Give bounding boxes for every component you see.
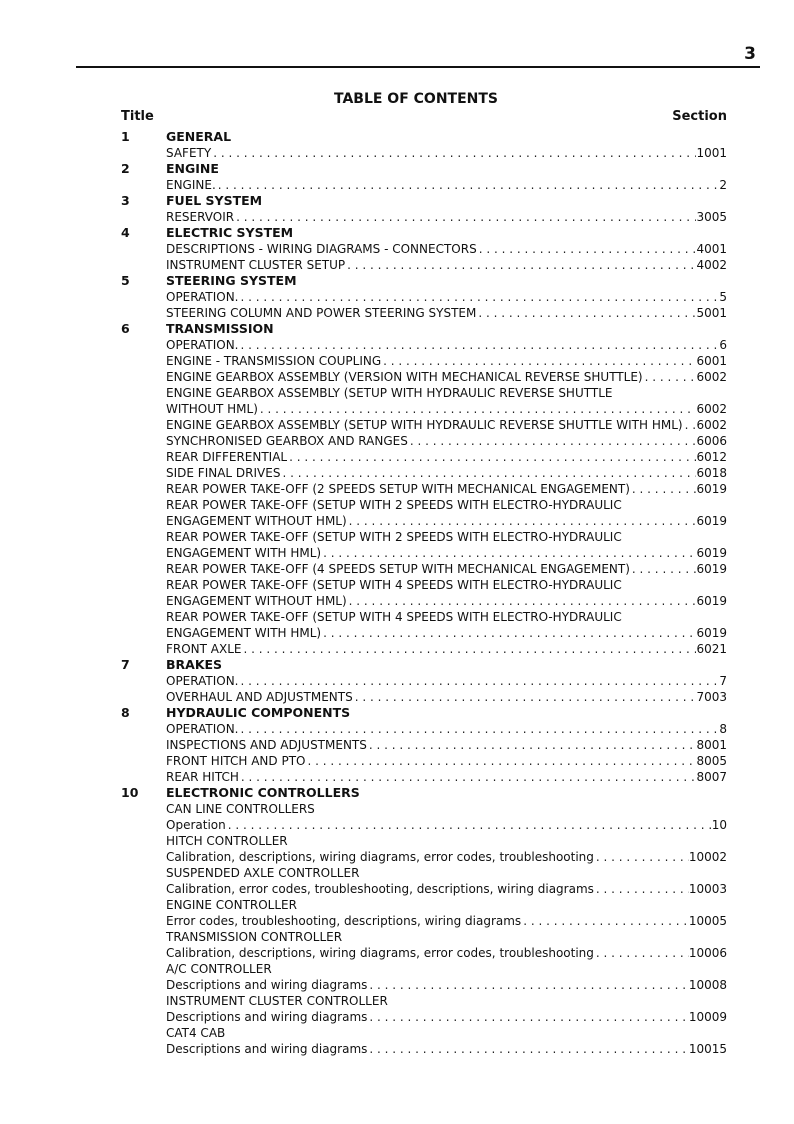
toc-entry[interactable] (121, 369, 727, 385)
toc-subheading: REAR POWER TAKE-OFF (SETUP WITH 2 SPEEDS WITH ELECTRO-HYDRAULIC (166, 530, 622, 544)
toc-entry[interactable] (121, 721, 727, 737)
toc-subheading: TRANSMISSION CONTROLLER (166, 930, 343, 944)
toc-entry-section-number: 10009 (688, 1010, 727, 1024)
toc-entry-title: DESCRIPTIONS - WIRING DIAGRAMS - CONNECTORS (166, 242, 477, 256)
toc-entry-section-number: 10006 (688, 946, 727, 960)
dot-leader (381, 353, 696, 369)
toc-entry-title: ENGINE GEARBOX ASSEMBLY (SETUP WITH HYDRAULIC REVERSE SHUTTLE WITH HML) (166, 418, 683, 432)
toc-entry-section-number: 6002 (696, 418, 727, 432)
toc-entry-section-number: 6006 (696, 434, 727, 448)
toc-subheading: REAR POWER TAKE-OFF (SETUP WITH 4 SPEEDS WITH ELECTRO-HYDRAULIC (166, 610, 622, 624)
toc-entry[interactable] (121, 481, 727, 497)
dot-leader (239, 673, 720, 689)
toc-entry[interactable] (121, 769, 727, 785)
page-number: 3 (744, 44, 756, 64)
toc-entry[interactable] (121, 337, 727, 353)
toc-entry-section-number: 10015 (688, 1042, 727, 1056)
section-heading (121, 225, 727, 241)
toc-entry[interactable] (121, 641, 727, 657)
toc-entry-section-number: 6 (719, 338, 727, 352)
section-number: 8 (121, 705, 130, 720)
toc-entry-title: OPERATION. (166, 338, 239, 352)
toc-entry-section-number: 8 (719, 722, 727, 736)
toc-subheading: A/C CONTROLLER (166, 962, 272, 976)
toc-entry-title: ENGAGEMENT WITH HML) (166, 626, 322, 640)
toc-entry-title: FRONT AXLE (166, 642, 242, 656)
toc-entry[interactable] (121, 305, 727, 321)
toc-entry[interactable] (121, 241, 727, 257)
toc-entry-section-number: 7003 (696, 690, 727, 704)
toc-entry[interactable] (121, 209, 727, 225)
toc-entry[interactable] (121, 625, 727, 641)
dot-leader (367, 977, 688, 993)
toc-entry[interactable] (121, 145, 727, 161)
section-heading (121, 129, 727, 145)
toc-section (121, 705, 727, 785)
toc-entry-section-number: 6018 (696, 466, 727, 480)
dot-leader (280, 465, 696, 481)
toc-entry-section-number: 6019 (696, 562, 727, 576)
toc-subheading: SUSPENDED AXLE CONTROLLER (166, 866, 360, 880)
toc-entry-title: SAFETY (166, 146, 212, 160)
toc-entry-section-number: 6019 (696, 482, 727, 496)
toc-entry[interactable] (121, 913, 727, 929)
dot-leader (643, 369, 697, 385)
toc-entry-title: ENGAGEMENT WITH HML) (166, 546, 322, 560)
dot-leader (216, 177, 720, 193)
toc-entry-title: REAR DIFFERENTIAL (166, 450, 288, 464)
toc-entry-section-number: 4002 (696, 258, 727, 272)
toc-entry-title: ENGAGEMENT WITHOUT HML) (166, 594, 347, 608)
dot-leader (477, 241, 697, 257)
toc-entry[interactable] (121, 353, 727, 369)
dot-leader (683, 417, 697, 433)
dot-leader (347, 513, 697, 529)
toc-section (121, 321, 727, 657)
toc-entry-section-number: 7 (719, 674, 727, 688)
toc-entry-title: SYNCHRONISED GEARBOX AND RANGES (166, 434, 408, 448)
toc-entry-section-number: 6012 (696, 450, 727, 464)
toc-entry[interactable] (121, 673, 727, 689)
toc-entry-title: Operation (166, 818, 226, 832)
toc-entry[interactable] (121, 977, 727, 993)
dot-leader (321, 625, 696, 641)
section-number: 10 (121, 785, 139, 800)
toc-entry-section-number: 2 (719, 178, 727, 192)
toc-entry-title: Calibration, error codes, troubleshooting, descriptions, wiring diagrams (166, 882, 594, 896)
toc-entry[interactable] (121, 881, 727, 897)
toc-entry-title: FRONT HITCH AND PTO (166, 754, 306, 768)
toc-entry-section-number: 6002 (696, 402, 727, 416)
toc-entry-section-number: 10008 (688, 978, 727, 992)
toc-entry-section-number: 10005 (688, 914, 727, 928)
toc-subheading: ENGINE GEARBOX ASSEMBLY (SETUP WITH HYDRAULIC REVERSE SHUTTLE (166, 386, 613, 400)
dot-leader (367, 737, 697, 753)
toc-entry-section-number: 8007 (696, 770, 727, 784)
toc-entry-section-number: 10003 (688, 882, 727, 896)
section-heading (121, 161, 727, 177)
toc-entry[interactable] (121, 513, 727, 529)
dot-leader (347, 593, 697, 609)
section-number: 5 (121, 273, 130, 288)
dot-leader (287, 449, 696, 465)
section-heading (121, 705, 727, 721)
toc-entry[interactable] (121, 449, 727, 465)
toc-entry-title: Descriptions and wiring diagrams (166, 1010, 368, 1024)
toc-entry-section-number: 6019 (696, 626, 727, 640)
toc-subheading: CAN LINE CONTROLLERS (166, 802, 315, 816)
dot-leader (630, 481, 697, 497)
dot-leader (594, 881, 689, 897)
toc-entry-section-number: 6019 (696, 546, 727, 560)
section-number: 1 (121, 129, 130, 144)
toc-entry-title: OPERATION. (166, 674, 239, 688)
toc-entry-title: Calibration, descriptions, wiring diagrams, error codes, troubleshooting (166, 946, 594, 960)
toc-entry-title: OPERATION. (166, 722, 239, 736)
toc-entry-section-number: 5 (719, 290, 727, 304)
toc-entry-title: REAR POWER TAKE-OFF (2 SPEEDS SETUP WITH MECHANICAL ENGAGEMENT) (166, 482, 630, 496)
dot-leader (321, 545, 696, 561)
dot-leader (239, 337, 720, 353)
section-number: 6 (121, 321, 130, 336)
toc-entry-title: WITHOUT HML) (166, 402, 258, 416)
dot-leader (239, 769, 697, 785)
toc-section (121, 273, 727, 321)
toc-entry[interactable] (121, 737, 727, 753)
toc-section (121, 193, 727, 225)
toc-section (121, 785, 727, 1057)
dot-leader (226, 817, 712, 833)
toc-entry-title: SIDE FINAL DRIVES (166, 466, 281, 480)
toc-entry-title: ENGINE. (166, 178, 216, 192)
toc-entry-section-number: 5001 (696, 306, 727, 320)
section-heading (121, 657, 727, 673)
toc-entry-title: ENGINE GEARBOX ASSEMBLY (VERSION WITH MECHANICAL REVERSE SHUTTLE) (166, 370, 643, 384)
section-name: GENERAL (166, 129, 232, 144)
toc-entry[interactable] (121, 689, 727, 705)
toc-section (121, 161, 727, 193)
section-heading (121, 321, 727, 337)
toc-entry-title: REAR POWER TAKE-OFF (4 SPEEDS SETUP WITH MECHANICAL ENGAGEMENT) (166, 562, 630, 576)
toc-entry[interactable] (121, 817, 727, 833)
toc-entry-title: Calibration, descriptions, wiring diagrams, error codes, troubleshooting (166, 850, 594, 864)
toc-entry-section-number: 10 (711, 818, 727, 832)
toc-subheading: REAR POWER TAKE-OFF (SETUP WITH 4 SPEEDS WITH ELECTRO-HYDRAULIC (166, 578, 622, 592)
toc-title: TABLE OF CONTENTS (333, 91, 499, 107)
toc-entry-title: REAR HITCH (166, 770, 239, 784)
toc-subheading: REAR POWER TAKE-OFF (SETUP WITH 2 SPEEDS WITH ELECTRO-HYDRAULIC (166, 498, 622, 512)
toc-subheading: CAT4 CAB (166, 1026, 226, 1040)
toc-entry-title: INSPECTIONS AND ADJUSTMENTS (166, 738, 367, 752)
dot-leader (305, 753, 696, 769)
dot-leader (239, 721, 720, 737)
toc-entry-title: ENGINE - TRANSMISSION COUPLING (166, 354, 382, 368)
toc-entry[interactable] (121, 417, 727, 433)
dot-leader (408, 433, 697, 449)
toc-entry[interactable] (121, 433, 727, 449)
dot-leader (239, 289, 720, 305)
section-name: STEERING SYSTEM (166, 273, 297, 288)
section-name: HYDRAULIC COMPONENTS (166, 705, 351, 720)
toc-entry-section-number: 6019 (696, 594, 727, 608)
dot-leader (594, 849, 689, 865)
toc-list (121, 129, 727, 1057)
toc-entry[interactable] (121, 849, 727, 865)
toc-entry[interactable] (121, 257, 727, 273)
column-header-title: Title (121, 109, 154, 124)
toc-entry[interactable] (121, 289, 727, 305)
toc-entry-title: RESERVOIR (166, 210, 235, 224)
toc-entry-title: Descriptions and wiring diagrams (166, 978, 368, 992)
toc-subheading: INSTRUMENT CLUSTER CONTROLLER (166, 994, 388, 1008)
section-name: TRANSMISSION (166, 321, 274, 336)
dot-leader (476, 305, 696, 321)
toc-entry[interactable] (121, 753, 727, 769)
toc-entry[interactable] (121, 177, 727, 193)
toc-section (121, 129, 727, 161)
toc-entry[interactable] (121, 465, 727, 481)
section-number: 3 (121, 193, 130, 208)
toc-entry-title: Descriptions and wiring diagrams (166, 1042, 368, 1056)
dot-leader (353, 689, 697, 705)
dot-leader (234, 209, 696, 225)
toc-subheading: ENGINE CONTROLLER (166, 898, 297, 912)
toc-entry[interactable] (121, 1009, 727, 1025)
dot-leader (258, 401, 697, 417)
dot-leader (521, 913, 689, 929)
toc-entry[interactable] (121, 593, 727, 609)
toc-entry-title: INSTRUMENT CLUSTER SETUP (166, 258, 346, 272)
toc-entry-section-number: 8005 (696, 754, 727, 768)
toc-entry-title: OPERATION. (166, 290, 239, 304)
toc-entry-title: STEERING COLUMN AND POWER STEERING SYSTEM (166, 306, 477, 320)
section-number: 7 (121, 657, 130, 672)
toc-entry-section-number: 4001 (696, 242, 727, 256)
section-name: FUEL SYSTEM (166, 193, 263, 208)
toc-entry[interactable] (121, 945, 727, 961)
toc-section (121, 225, 727, 273)
toc-entry[interactable] (121, 1041, 727, 1057)
toc-entry-section-number: 8001 (696, 738, 727, 752)
section-heading (121, 193, 727, 209)
toc-section (121, 657, 727, 705)
section-name: ELECTRONIC CONTROLLERS (166, 785, 360, 800)
dot-leader (367, 1009, 688, 1025)
toc-entry-section-number: 3005 (696, 210, 727, 224)
toc-entry-section-number: 1001 (696, 146, 727, 160)
section-name: ELECTRIC SYSTEM (166, 225, 294, 240)
dot-leader (594, 945, 689, 961)
section-heading (121, 785, 727, 801)
toc-entry-section-number: 6001 (696, 354, 727, 368)
dot-leader (242, 641, 697, 657)
dot-leader (211, 145, 696, 161)
toc-entry[interactable] (121, 401, 727, 417)
toc-entry-section-number: 6002 (696, 370, 727, 384)
toc-entry-section-number: 10002 (688, 850, 727, 864)
dot-leader (345, 257, 696, 273)
toc-entry-section-number: 6019 (696, 514, 727, 528)
dot-leader (630, 561, 697, 577)
section-heading (121, 273, 727, 289)
column-header-section: Section (672, 109, 727, 124)
toc-entry-title: Error codes, troubleshooting, descriptions, wiring diagrams (166, 914, 522, 928)
section-number: 2 (121, 161, 130, 176)
toc-entry[interactable] (121, 561, 727, 577)
toc-entry[interactable] (121, 545, 727, 561)
dot-leader (367, 1041, 688, 1057)
section-name: BRAKES (166, 657, 223, 672)
toc-subheading: HITCH CONTROLLER (166, 834, 288, 848)
section-number: 4 (121, 225, 130, 240)
section-name: ENGINE (166, 161, 219, 176)
toc-entry-title: ENGAGEMENT WITHOUT HML) (166, 514, 347, 528)
toc-entry-section-number: 6021 (696, 642, 727, 656)
header-rule (76, 66, 760, 68)
toc-entry-title: OVERHAUL AND ADJUSTMENTS (166, 690, 353, 704)
